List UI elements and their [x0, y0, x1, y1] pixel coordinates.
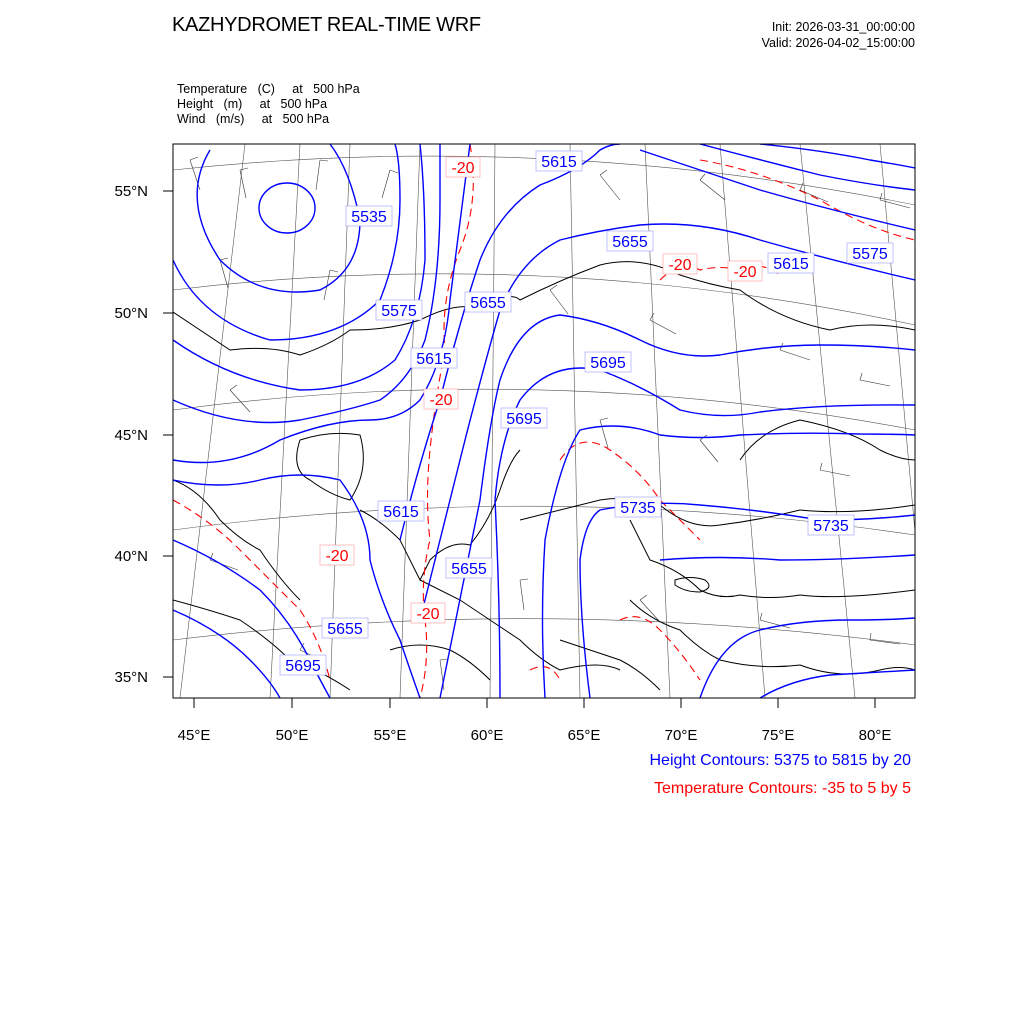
- lon-label: 50°E: [275, 727, 309, 744]
- height-label: [607, 231, 653, 251]
- height-label: [378, 501, 424, 521]
- lat-label: 50°N: [114, 305, 148, 322]
- field-height: Height (m) at 500 hPa: [177, 97, 328, 111]
- svg-text:5575: 5575: [381, 303, 417, 320]
- svg-text:5735: 5735: [813, 518, 849, 535]
- field-wind: Wind (m/s) at 500 hPa: [177, 112, 330, 126]
- temperature-legend: Temperature Contours: -35 to 5 by 5: [653, 780, 911, 797]
- wind-barbs: [190, 157, 910, 690]
- lat-label: 55°N: [114, 183, 148, 200]
- temperature-label: [320, 545, 354, 565]
- svg-text:5735: 5735: [620, 500, 656, 517]
- lat-label: 35°N: [114, 669, 148, 686]
- height-label: [615, 497, 661, 517]
- temperature-label: [663, 254, 697, 274]
- map-title: KAZHYDROMET REAL-TIME WRF: [172, 14, 481, 36]
- svg-text:5615: 5615: [541, 154, 577, 171]
- svg-text:5535: 5535: [351, 209, 387, 226]
- svg-text:5695: 5695: [590, 355, 626, 372]
- temperature-label: [411, 603, 445, 623]
- lon-label: 45°E: [177, 727, 211, 744]
- field-temperature: Temperature (C) at 500 hPa: [177, 82, 360, 96]
- svg-text:-20: -20: [451, 160, 475, 177]
- lon-label: 55°E: [373, 727, 407, 744]
- height-label: [501, 408, 547, 428]
- height-label: [322, 618, 368, 638]
- svg-text:5655: 5655: [327, 621, 363, 638]
- svg-text:-20: -20: [668, 257, 692, 274]
- svg-text:5615: 5615: [416, 351, 452, 368]
- svg-text:5655: 5655: [470, 295, 506, 312]
- height-legend: Height Contours: 5375 to 5815 by 20: [649, 752, 911, 769]
- svg-text:-20: -20: [325, 548, 349, 565]
- height-label: [346, 206, 392, 226]
- svg-text:-20: -20: [416, 606, 440, 623]
- svg-text:5695: 5695: [285, 658, 321, 675]
- temperature-label: [424, 389, 458, 409]
- svg-text:5615: 5615: [773, 256, 809, 273]
- svg-text:5615: 5615: [383, 504, 419, 521]
- height-label: [280, 655, 326, 675]
- lat-label: 40°N: [114, 548, 148, 565]
- lon-label: 75°E: [761, 727, 795, 744]
- svg-text:5575: 5575: [852, 246, 888, 263]
- svg-text:5655: 5655: [612, 234, 648, 251]
- svg-text:-20: -20: [733, 264, 757, 281]
- svg-text:-20: -20: [429, 392, 453, 409]
- height-label: [411, 348, 457, 368]
- height-label: [446, 558, 492, 578]
- height-label: [768, 253, 814, 273]
- height-label: [585, 352, 631, 372]
- lon-label: 80°E: [858, 727, 892, 744]
- height-label: [808, 515, 854, 535]
- svg-text:5695: 5695: [506, 411, 542, 428]
- temperature-label: [446, 157, 480, 177]
- svg-text:5655: 5655: [451, 561, 487, 578]
- height-label: [465, 292, 511, 312]
- valid-time: Valid: 2026-04-02_15:00:00: [761, 36, 915, 50]
- height-label: [847, 243, 893, 263]
- lon-label: 70°E: [664, 727, 698, 744]
- temperature-label: [728, 261, 762, 281]
- lon-label: 60°E: [470, 727, 504, 744]
- init-time: Init: 2026-03-31_00:00:00: [771, 20, 915, 34]
- height-label: [376, 300, 422, 320]
- lon-label: 65°E: [567, 727, 601, 744]
- height-label: [536, 151, 582, 171]
- lat-label: 45°N: [114, 427, 148, 444]
